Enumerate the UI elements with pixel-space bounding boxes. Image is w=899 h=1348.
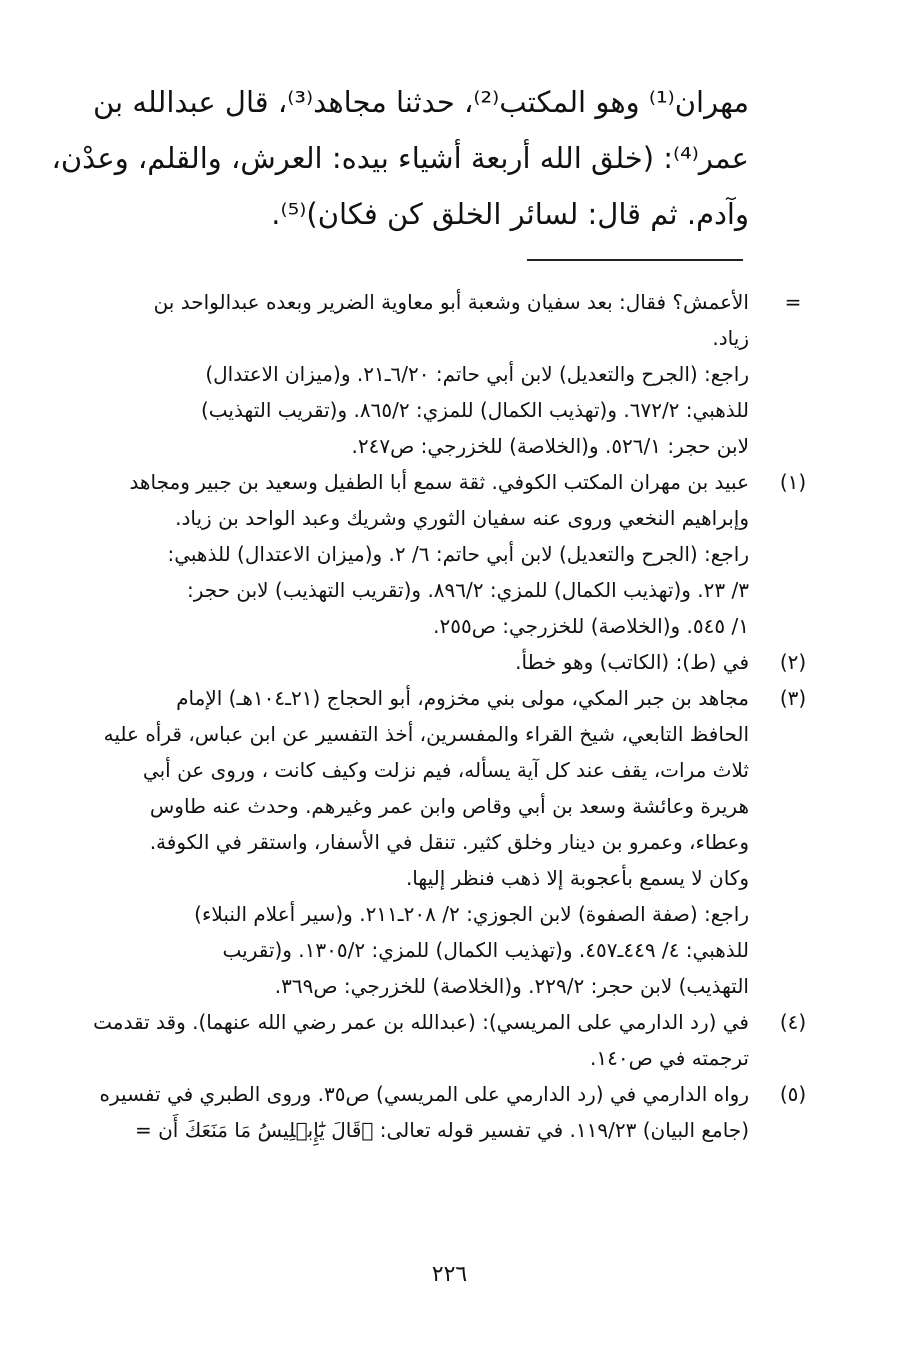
footnote-marker: (٥) xyxy=(779,1082,807,1106)
footnote-line: ٣/ ٢٣. و(تهذيب الكمال) للمزي: ٨٩٦/٢. و(تقريب التهذيب) لابن حجر: xyxy=(186,578,749,602)
footnote-3 xyxy=(68,680,821,1004)
page-number: ٢٢٦ xyxy=(431,1262,468,1287)
footnote-line: وعطاء، وعمرو بن دينار وخلق كثير. تنقل في الأسفار، واستقر في الكوفة. xyxy=(149,830,749,854)
main-text xyxy=(51,74,749,242)
footnote-line: وإبراهيم النخعي وروى عنه سفيان الثوري وشريك وعبد الواحد بن زياد. xyxy=(175,506,749,530)
footnote-continuation xyxy=(68,284,821,464)
footnote-line: راجع: (الجرح والتعديل) لابن أبي حاتم: ٦/ ٢. و(ميزان الاعتدال) للذهبي: xyxy=(167,542,749,566)
footnote-line: للذهبي: ٦٧٢/٢. و(تهذيب الكمال) للمزي: ٨٦٥/٢. و(تقريب التهذيب) xyxy=(200,398,749,422)
footnote-marker: = xyxy=(784,290,802,314)
footnote-line: راجع: (صفة الصفوة) لابن الجوزي: ٢/ ٢٠٨ـ٢١١. و(سير أعلام النبلاء) xyxy=(194,902,749,926)
footnote-line: الحافظ التابعي، شيخ القراء والمفسرين، أخذ التفسير عن ابن عباس، قرأه عليه xyxy=(103,722,749,746)
footnote-line: لابن حجر: ٥٢٦/١. و(الخلاصة) للخزرجي: ص٢٤٧. xyxy=(351,434,749,458)
main-text-line: وآدم. ثم قال: لسائر الخلق كن فكان)⁽⁵⁾. xyxy=(271,197,749,231)
footnote-marker: (١) xyxy=(779,470,807,494)
footnote-line: الأعمش؟ فقال: بعد سفيان وشعبة أبو معاوية الضرير وبعده عبدالواحد بن xyxy=(153,290,749,314)
footnote-marker: (٢) xyxy=(779,650,807,674)
footnote-line: وكان لا يسمع بأعجوبة إلا ذهب فنظر إليها. xyxy=(405,866,749,890)
footnote-line: رواه الدارمي في (رد الدارمي على المريسي) ص٣٥. وروى الطبري في تفسيره xyxy=(99,1082,749,1106)
footnotes xyxy=(68,284,821,1148)
footnote-line: (جامع البيان) ١١٩/٢٣. في تفسير قوله تعالى: ﴿قَالَ يَٰٓإِبۡلِيسُ مَا مَنَعَكَ أَن = xyxy=(134,1118,749,1142)
footnote-line: ١/ ٥٤٥. و(الخلاصة) للخزرجي: ص٢٥٥. xyxy=(433,614,749,638)
footnote-marker: (٣) xyxy=(779,686,807,710)
footnote-line: زياد. xyxy=(712,326,749,350)
footnote-line: التهذيب) لابن حجر: ٢٢٩/٢. و(الخلاصة) للخزرجي: ص٣٦٩. xyxy=(274,974,749,998)
footnote-line: مجاهد بن جبر المكي، مولى بني مخزوم، أبو الحجاج (٢١ـ١٠٤هـ) الإمام xyxy=(176,686,749,710)
footnote-marker: (٤) xyxy=(779,1010,807,1034)
footnote-5 xyxy=(68,1076,821,1148)
main-text-line: مهران⁽¹⁾ وهو المكتب⁽²⁾، حدثنا مجاهد⁽³⁾، قال عبدالله بن xyxy=(92,85,749,119)
footnote-line: عبيد بن مهران المكتب الكوفي. ثقة سمع أبا الطفيل وسعيد بن جبير ومجاهد xyxy=(129,470,749,494)
footnote-line: راجع: (الجرح والتعديل) لابن أبي حاتم: ٦/٢٠ـ٢١. و(ميزان الاعتدال) xyxy=(205,362,749,386)
footnote-line: ترجمته في ص١٤٠. xyxy=(589,1046,749,1070)
footnote-4 xyxy=(68,1004,821,1076)
footnote-1 xyxy=(68,464,821,644)
footnote-2 xyxy=(68,644,821,680)
footnote-line: ثلاث مرات، يقف عند كل آية يسأله، فيم نزلت وكيف كانت ، وروى عن أبي xyxy=(142,758,749,782)
footnote-separator xyxy=(527,259,743,261)
main-text-line: عمر⁽⁴⁾: (خلق الله أربعة أشياء بيده: العرش، والقلم، وعدْن، xyxy=(51,141,749,175)
footnote-line: في (ط): (الكاتب) وهو خطأ. xyxy=(515,650,749,674)
footnote-line: للذهبي: ٤/ ٤٤٩ـ٤٥٧. و(تهذيب الكمال) للمزي: ١٣٠٥/٢. و(تقريب xyxy=(222,938,749,962)
footnote-line: هريرة وعائشة وسعد بن أبي وقاص وابن عمر وغيرهم. وحدث عنه طاوس xyxy=(149,794,749,818)
footnote-line: في (رد الدارمي على المريسي): (عبدالله بن عمر رضي الله عنهما). وقد تقدمت xyxy=(93,1010,749,1034)
